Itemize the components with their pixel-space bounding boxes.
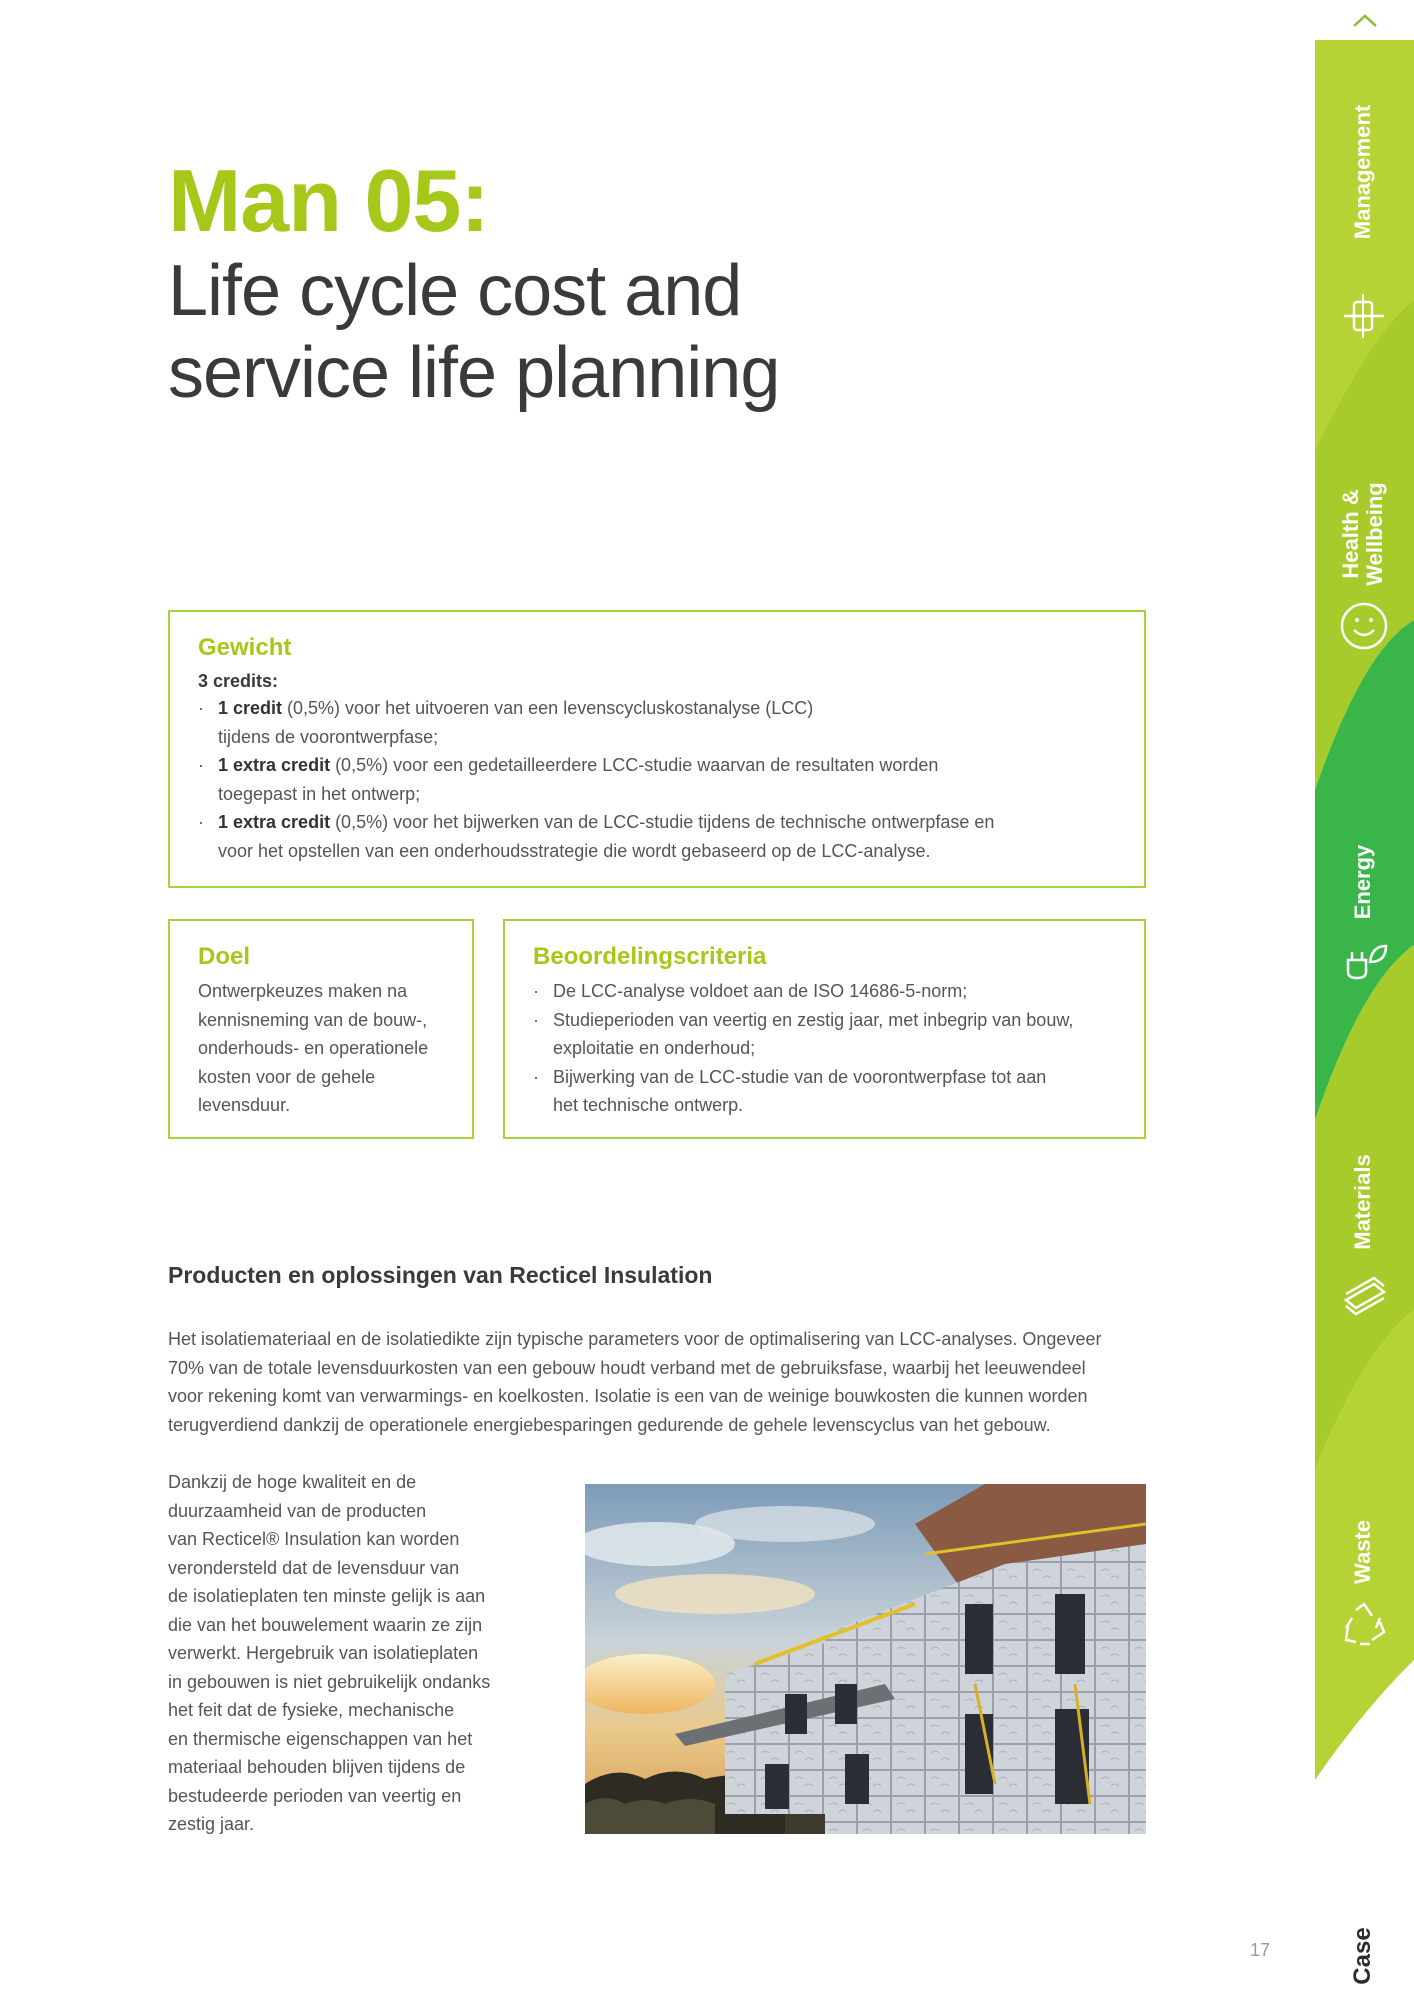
tab-management[interactable]: [1313, 40, 1414, 450]
paragraph-line: duurzaamheid van de producten: [168, 1500, 427, 1521]
tab-health-label: [1339, 482, 1387, 586]
paragraph-line: Dankzij de hoge kwaliteit en de: [168, 1472, 417, 1492]
paragraph-line: de isolatieplaten ten minste gelijk is aan: [168, 1586, 486, 1606]
tab-energy-label: Energy: [1350, 844, 1375, 920]
paragraph-line: verondersteld dat de levensduur van: [168, 1557, 460, 1578]
criteria-item: [533, 1006, 1116, 1063]
page-title-code: Man 05:: [168, 151, 489, 250]
paragraph-line: 70% van de totale levensduurkosten van een gebouw houdt verband met de gebruiksfase, waarbij het leeuwendeel: [168, 1357, 1086, 1378]
plug-leaf-icon: [1338, 940, 1390, 992]
criteria-line: het technische ontwerp.: [553, 1095, 744, 1115]
recycle-icon: [1338, 1600, 1390, 1652]
weight-item-bold: 1 extra credit: [218, 755, 331, 775]
weight-box: [168, 610, 1146, 888]
criteria-box: [503, 919, 1146, 1139]
paragraph-line: Het isolatiemateriaal en de isolatiedikte zijn typische parameters voor de optimalisering van LCC-analyses. Ongeveer: [168, 1329, 1102, 1349]
doel-text: [198, 977, 444, 1120]
weight-item-text: voor het opstellen van een onderhoudsstrategie die wordt gebaseerd op de LCC-analyse.: [218, 840, 931, 861]
intro-paragraph: [168, 1325, 1128, 1439]
paragraph-line: die van het bouwelement waarin ze zijn: [168, 1614, 483, 1635]
doel-box: [168, 919, 474, 1139]
criteria-box-title: Beoordelingscriteria: [533, 943, 767, 970]
weight-item-text: (0,5%) voor een gedetailleerdere LCC-studie waarvan de resultaten worden: [330, 755, 939, 775]
doel-line: kosten voor de gehele: [198, 1066, 376, 1087]
criteria-item: [533, 977, 1116, 1006]
tab-waste-label: Waste: [1350, 1520, 1375, 1584]
face-icon: [1338, 600, 1390, 652]
criteria-line: exploitatie en onderhoud;: [553, 1038, 756, 1058]
tab-case[interactable]: Case: [1349, 1927, 1376, 1985]
paragraph-line: bestudeerde perioden van veertig en: [168, 1785, 462, 1806]
tab-materials[interactable]: [1313, 1120, 1414, 1470]
page-title-line-1: Life cycle cost and: [168, 251, 742, 331]
weight-item-bold: 1 credit: [218, 698, 283, 718]
doel-box-title: Doel: [198, 943, 251, 970]
weight-item: [198, 808, 1116, 865]
paragraph-line: in gebouwen is niet gebruikelijk ondanks: [168, 1671, 491, 1692]
tab-management-label: Management: [1350, 104, 1375, 240]
tab-energy[interactable]: [1313, 790, 1414, 1120]
page-title-line-2: service life planning: [168, 333, 780, 413]
weight-credits: 3 credits:: [198, 671, 279, 691]
weight-item-bold: 1 extra credit: [218, 812, 331, 832]
criteria-line: Bijwerking van de LCC-studie van de voorontwerpfase tot aan: [553, 1066, 1047, 1087]
criteria-item: [533, 1063, 1116, 1120]
page-title: [168, 250, 779, 414]
doel-line: onderhouds- en operationele: [198, 1038, 429, 1058]
section-heading: Producten en oplossingen van Recticel Insulation: [168, 1262, 713, 1288]
weight-item: [198, 694, 1116, 751]
paragraph-line: terugverdiend dankzij de operationele energiebesparingen gedurende de gehele levenscyclus van het gebouw.: [168, 1414, 1051, 1435]
weight-item-text: (0,5%) voor het uitvoeren van een levenscycluskostanalyse (LCC): [282, 698, 814, 718]
building-photo: [585, 1484, 1146, 1834]
criteria-list: [533, 977, 1116, 1120]
tab-materials-label: Materials: [1350, 1154, 1375, 1250]
page-number: 17: [1250, 1940, 1271, 1960]
doel-line: levensduur.: [198, 1095, 291, 1115]
doel-line: kennisneming van de bouw-,: [198, 1009, 428, 1030]
weight-item-text: tijdens de voorontwerpfase;: [218, 726, 439, 747]
paper-clip-icon: [1338, 290, 1390, 342]
weight-item-text: (0,5%) voor het bijwerken van de LCC-studie tijdens de technische ontwerpfase en: [330, 812, 995, 832]
paragraph-line: verwerkt. Hergebruik van isolatieplaten: [168, 1643, 479, 1663]
paragraph-line: materiaal behouden blijven tijdens de: [168, 1757, 466, 1777]
criteria-line: Studieperioden van veertig en zestig jaar, met inbegrip van bouw,: [553, 1009, 1074, 1030]
weight-item-text: toegepast in het ontwerp;: [218, 783, 421, 804]
paragraph-line: voor rekening komt van verwarmings- en koelkosten. Isolatie is een van de weinige bouwkosten die kunnen worden: [168, 1386, 1088, 1406]
paragraph-line: van Recticel® Insulation kan worden: [168, 1529, 460, 1549]
stacked-boards-icon: [1338, 1270, 1390, 1322]
criteria-line: De LCC-analyse voldoet aan de ISO 14686-5-norm;: [553, 981, 968, 1001]
weight-item: [198, 751, 1116, 808]
tab-health-line: Health &: [1338, 489, 1363, 579]
tab-health-wellbeing[interactable]: [1313, 450, 1414, 790]
paragraph-line: en thermische eigenschappen van het: [168, 1728, 473, 1749]
scroll-up-chevron-icon[interactable]: [1350, 8, 1380, 32]
doel-line: Ontwerpkeuzes maken na: [198, 981, 408, 1001]
weight-list: [198, 694, 1116, 865]
body-paragraph: [168, 1468, 508, 1839]
paragraph-line: zestig jaar.: [168, 1814, 255, 1834]
paragraph-line: het feit dat de fysieke, mechanische: [168, 1700, 455, 1720]
tab-health-line: Wellbeing: [1362, 482, 1387, 586]
weight-box-title: Gewicht: [198, 634, 292, 661]
tab-waste[interactable]: [1313, 1470, 1414, 1780]
